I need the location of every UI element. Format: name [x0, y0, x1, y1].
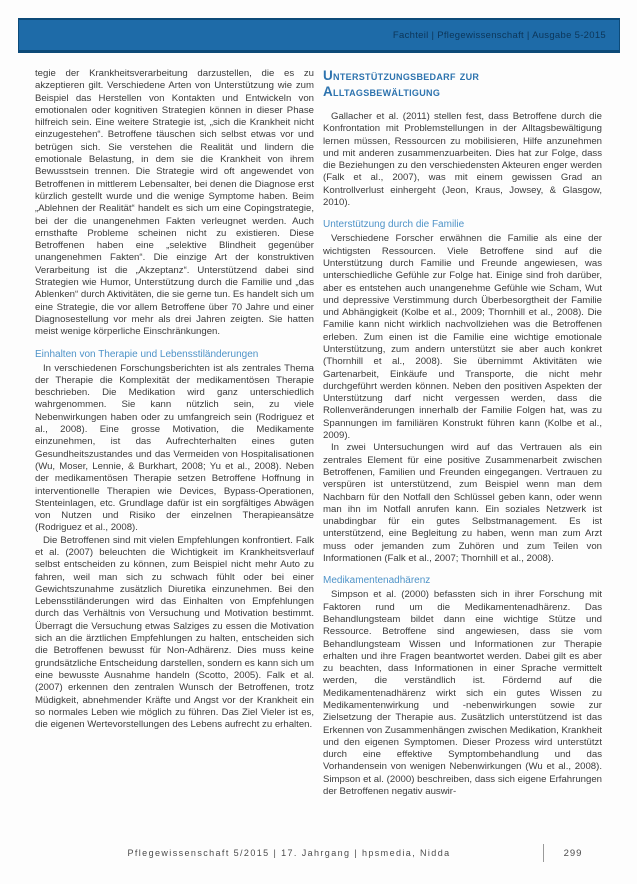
- page-number: 299: [563, 847, 583, 859]
- header-bar-text: Fachteil | Pflegewissenschaft | Ausgabe 5-2015: [392, 29, 606, 41]
- body-paragraph: Verschiedene Forscher erwähnen die Familie als eine der wichtigsten Ressourcen. Viele Betroffene sind auf die Unterstützung durch Familie und Freunde angewiesen, was unterschiedliche Gefühle zur Folge hat. Einige sind froh darüber, aber es entstehen auch unangenehme Gefühle wie Scham, Wut und depressive Verstimmung durch Überbesorgtheit der Familie und Abhängigkeit (Kolbe et al., 2009; Thornhill et al., 2008). Die Familie kann nicht wirklich nachvollziehen was die Betroffenen erleben. Zum einen ist die Familie eine wichtige emotionale Unterstützung, zum andern unterstützt sie aber auch konkret (Thornhill et al., 2008). Sie übernimmt Aktivitäten wie Gartenarbeit, Einkäufe und Transporte, die nicht mehr durchgeführt werden können. Neben den positiven Aspekten der Unterstützung darf nicht vergessen werden, dass die Rollenveränderungen innerhalb der Familie Folgen hat, was zu Spannungen im familiären Konstrukt führen kann (Kolbe et al., 2009).: [323, 233, 602, 442]
- body-paragraph: Gallacher et al. (2011) stellen fest, dass Betroffene durch die Konfrontation mit Problemstellungen in der Alltagsbewältigung lernen müssen, Ressourcen zu mobilisieren, Hilfe anzunehmen und mit anderen zusammenzuarbeiten. Dies hat zur Folge, dass die Beziehungen zu den verschiedensten Akteuren enger werden (Falk et al., 2007), was mit einem gewissen Grad an Kontrollverlust einhergeht (Jeon, Kraus, Jowsey, & Glasgow, 2010).: [323, 110, 602, 209]
- header-bar: [18, 18, 620, 53]
- section-heading-unterstuetzungsbedarf: Unterstützungsbedarf zur Alltagsbewältigung: [323, 68, 480, 100]
- body-paragraph: Die Betroffenen sind mit vielen Empfehlungen konfrontiert. Falk et al. (2007) beleuchten die Wichtigkeit im Krankheitsverlauf selbst entscheiden zu können, zum Beispiel nicht mehr Auto zu fahren, weil man sich zu schwach fühlt oder bei einer Gewichtszunahme zusätzlich Diuretika einzunehmen. Bei den Lebensstiländerungen wird das Einhalten von Empfehlungen durch das Verhältnis von Versuchung und Motivation bestimmt. Überragt die Versuchung etwas Salziges zu essen die Motivation sich an die ärztlichen Empfehlungen zu halten, entscheiden sich die Betroffenen bewusst für Non-Adhärenz. Dies muss keine grundsätzliche Entscheidung darstellen, sondern es kann sich um eine bewusste Ausnahme handeln (Scotto, 2005). Falk et al. (2007) erkennen den zentralen Wunsch der Betroffenen, trotz Müdigkeit, abnehmender Kräfte und Angst vor der Krankheit ein so normales Leben wie möglich zu führen. Das Ziel Vieler ist es, die eigenen Wertevorstellungen des Lebens aufrecht zu erhalten.: [35, 534, 314, 731]
- content-columns: [35, 68, 602, 798]
- footer-journal-info: Pflegewissenschaft 5/2015 | 17. Jahrgang | hpsmedia, Nidda: [127, 848, 451, 858]
- left-column: [35, 68, 314, 798]
- subheading-familie: Unterstützung durch die Familie: [323, 219, 465, 231]
- subheading-medikamentenadhaerenz: Medikamentenadhärenz: [323, 575, 431, 587]
- right-column: [323, 68, 602, 798]
- page-footer: [35, 844, 602, 862]
- body-paragraph: In verschiedenen Forschungsberichten ist als zentrales Thema der Therapie die Komplexität der medikamentösen Therapie beschrieben. Die Medikation wird ganz unterschiedlich wahrgenommen. Sie kann nützlich sein, zu viele Nebenwirkungen haben oder zu umfangreich sein (Rodriguez et al., 2008). Eine grosse Motivation, die Medikamente einzunehmen, ist das Aufrechterhalten eines guten Gesundheitszustandes und das Vermeiden von Hospitalisationen (Wu, Moser, Lennie, & Burkhart, 2008; Yu et al., 2008). Neben der medikamentösen Therapie setzen Betroffene Hoffnung in interventionelle Therapien wie Devices, Bypass-Operationen, Stenteinlagen, etc. Grundlage dafür ist ein sorgfältiges Abwägen von Nutzen und Risiko der einzelnen Therapieansätze (Rodriguez et al., 2008).: [35, 362, 314, 534]
- body-paragraph: tegie der Krankheitsverarbeitung darzustellen, die es zu akzeptieren gilt. Verschiedene Arten von Unterstützung wie zum Beispiel das Herstellen von Kontakten und Entwickeln von emotionalen oder kognitiven Strategien können in dieser Phase hilfreich sein. Eine weitere Strategie ist, „sich die Krankheit nicht einzugestehen“. Betroffene täuschen sich selbst etwas vor und betrügen sich. Sie verstehen die Realität und lindern die emotionale Belastung, in dem sie die Krankheit von ihrem Bewusstsein trennen. Die Strategie wird oft angewendet von Betroffenen in mittlerem Lebensalter, bei denen die Diagnose erst kürzlich gestellt wurde und die wenige Symptome haben. Beim „Ablehnen der Realität“ handelt es sich um eine Copingstrategie, bei der die unangenehmen Fakten verleugnet werden. Auch ernsthafte Probleme scheinen nicht zu existieren. Diese Betroffenen haben eine „selektive Blindheit gegenüber unangenehmen Fakten“. Die einzige Art der konstruktiven Verarbeitung ist die „Akzeptanz“. Unterstützend dabei sind Strategien wie Humor, Unterstützung durch die Familie und „das Ablenken“ durch Aktivitäten, die sie gerne tun. Es handelt sich um eine Strategie, die vor allem Betroffene über 70 Jahre und einer Diagnosestellung vor mehr als drei Jahren zeigten. Sie hatten meist wenige körperliche Einschränkungen.: [35, 68, 314, 338]
- subheading-therapie-lebensstil: Einhalten von Therapie und Lebensstiländerungen: [35, 348, 259, 360]
- body-paragraph: Simpson et al. (2000) befassten sich in ihrer Forschung mit Faktoren rund um die Medikamentenadhärenz. Das Behandlungsteam bildet dann eine wichtige Stütze und Ressource. Betroffene sind angewiesen, dass sie vom Behandlungsteam Wissen und Informationen zur Therapie erhalten und ihre Fragen beantwortet werden. Dabei gilt es aber zu beachten, dass Informationen in einer Sprache vermittelt werden, die verständlich ist. Fördernd auf die Medikamentenadhärenz wirkt sich ein gutes Wissen zu Medikamentenwirkung und -nebenwirkungen sowie zur Zielsetzung der Therapie aus. Zusätzlich unterstützend ist das Erkennen von Zusammenhängen zwischen Medikation, Krankheit und den eigenen Symptomen. Dieser Prozess wird unterstützt durch eine effektive Symptombehandlung und das Vorhandensein von wenigen Nebenwirkungen (Wu et al., 2008). Simpson et al. (2000) beschreiben, dass sich eigene Erfahrungen der Betroffenen negativ auswir-: [323, 589, 602, 798]
- body-paragraph: In zwei Untersuchungen wird auf das Vertrauen als ein zentrales Element für eine positive Zusammenarbeit zwischen Betroffenen, Familien und Freunden eingegangen. Vertrauen zu verspüren ist unterstützend, zum Beispiel wenn man dem Nachbarn für den Notfall den Schlüssel geben kann, oder wenn man ihn im Notfall anrufen kann. Ein soziales Netzwerk ist unabdingbar für ein gutes Selbstmanagement. Es ist unterstützend, eine Begleitung zu haben, wenn man zum Arzt muss oder jemanden zum Zuhören und zum Teilen von Informationen (Falk et al., 2007; Thornhill et al., 2008).: [323, 442, 602, 565]
